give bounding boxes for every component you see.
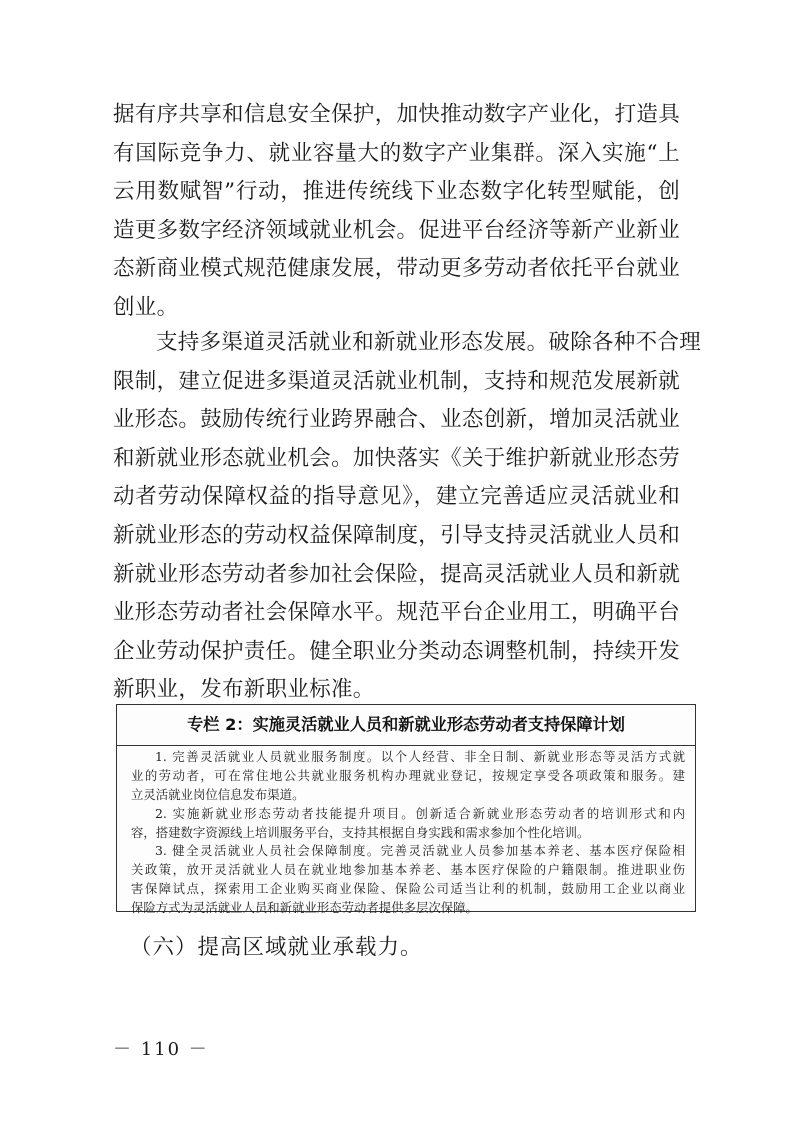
text-line: 态新商业模式规范健康发展，带动更多劳动者依托平台就业 <box>113 256 680 282</box>
box-line: 立灵活就业岗位信息发布渠道。 <box>131 786 305 802</box>
box-line: 1. 完善灵活就业人员就业服务制度。以个人经营、非全日制、新就业形态等灵活方式就 <box>155 749 685 764</box>
box-body <box>117 746 695 918</box>
text-line: 限制，建立促进多渠道灵活就业机制，支持和规范发展新就 <box>113 368 680 394</box>
box-line: 关政策，放开灵活就业人员在就业地参加基本养老、基本医疗保险的户籍限制。推进职业伤 <box>131 862 685 878</box>
box-line: 业的劳动者，可在常住地公共就业服务机构办理就业登记，按规定享受各项政策和服务。建 <box>131 767 685 783</box>
text-line: 新职业，发布新职业标准。 <box>113 677 375 703</box>
text-line: 造更多数字经济领域就业机会。促进平台经济等新产业新业 <box>113 217 680 243</box>
text-line: 动者劳动保障权益的指导意见》，建立完善适应灵活就业和 <box>113 484 680 510</box>
text-line: 创业。 <box>113 294 179 320</box>
paragraph-digital-economy <box>113 96 680 328</box>
page-number: － 110 － <box>113 1039 209 1060</box>
box-line: 保险方式为灵活就业人员和新就业形态劳动者提供多层次保障。 <box>131 900 478 916</box>
box-line: 容，搭建数字资源线上培训服务平台，支持其根据自身实践和需求参加个性化培训。 <box>131 824 590 840</box>
text-line: 业形态。鼓励传统行业跨界融合、业态创新，增加灵活就业 <box>113 407 680 433</box>
section-heading: （六）提高区域就业承载力。 <box>130 935 423 960</box>
text-line: 业形态劳动者社会保障水平。规范平台企业用工，明确平台 <box>113 600 680 626</box>
box-line: 害保障试点，探索用工企业购买商业保险、保险公司适当让利的机制，鼓励用工企业以商业 <box>131 881 685 897</box>
text-line: 新就业形态劳动者参加社会保险，提高灵活就业人员和新就 <box>113 561 680 587</box>
box-title: 专栏 2：实施灵活就业人员和新就业形态劳动者支持保障计划 <box>117 705 695 746</box>
text-line: 新就业形态的劳动权益保障制度，引导支持灵活就业人员和 <box>113 522 680 548</box>
text-line: 据有序共享和信息安全保护，加快推动数字产业化，打造具 <box>113 102 680 127</box>
text-line: 云用数赋智”行动，推进传统线下业态数字化转型赋能，创 <box>113 179 680 205</box>
text-line: 有国际竞争力、就业容量大的数字产业集群。深入实施“上 <box>113 140 680 166</box>
special-column-box <box>116 704 696 916</box>
box-line: 2. 实施新就业形态劳动者技能提升项目。创新适合新就业形态劳动者的培训形式和内 <box>155 805 685 821</box>
box-line: 3. 健全灵活就业人员社会保障制度。完善灵活就业人员参加基本养老、基本医疗保险相 <box>155 843 685 859</box>
paragraph-flexible-employment <box>113 324 702 710</box>
text-line: 支持多渠道灵活就业和新就业形态发展。破除各种不合理 <box>156 330 702 355</box>
text-line: 和新就业形态就业机会。加快落实《关于维护新就业形态劳 <box>113 445 680 471</box>
text-line: 企业劳动保护责任。健全职业分类动态调整机制，持续开发 <box>113 638 680 664</box>
